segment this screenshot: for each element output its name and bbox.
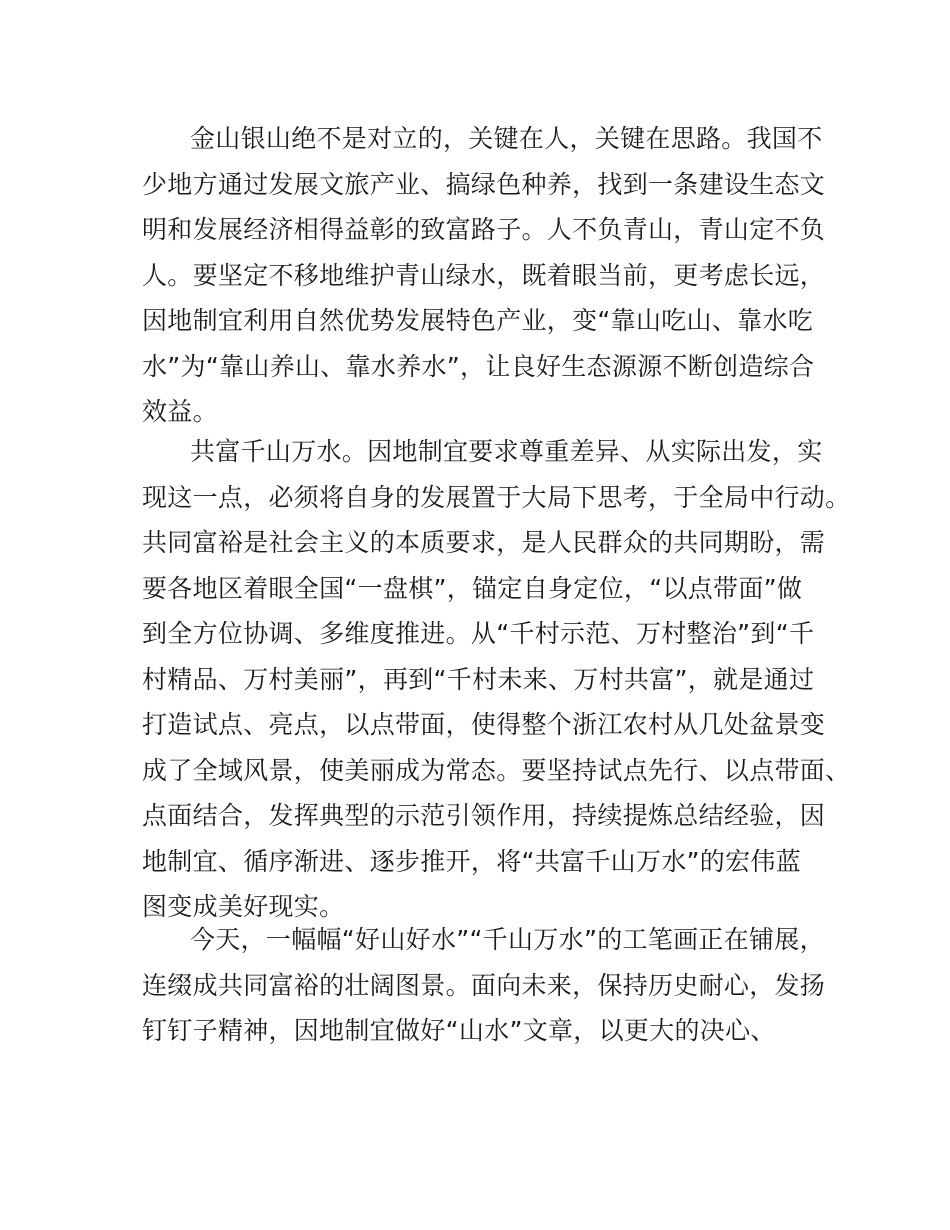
paragraph-line: 人。要坚定不移地维护青山绿水，既着眼当前，更考虑长远， [142,260,826,290]
paragraph-line: 金山银山绝不是对立的，关键在人，关键在思路。我国不 [190,124,823,153]
paragraph-line: 钉钉子精神，因地制宜做好“山水”文章，以更大的决心、 [142,1016,776,1045]
paragraph-line: 共富千山万水。因地制宜要求尊重差异、从实际出发，实 [190,437,823,466]
paragraph-line: 成了全域风景，使美丽成为常态。要坚持试点先行、以点带面、 [142,755,851,785]
paragraph-line: 点面结合，发挥典型的示范引领作用，持续提炼总结经验，因 [142,801,826,830]
paragraph-line: 因地制宜利用自然优势发展特色产业，变“靠山吃山、靠水吃 [142,306,814,335]
paragraph-line: 地制宜、循序渐进、逐步推开，将“共富千山万水”的宏伟蓝 [142,846,802,876]
paragraph-line: 共同富裕是社会主义的本质要求，是人民群众的共同期盼，需 [142,528,826,557]
paragraph-line: 村精品、万村美丽”，再到“千村未来、万村共富”，就是通过 [142,664,815,694]
paragraph-line: 打造试点、亮点，以点带面，使得整个浙江农村从几处盆景变 [142,710,826,739]
paragraph-line: 水”为“靠山养山、靠水养水”，让良好生态源源不断创造综合 [142,351,815,381]
paragraph-line: 图变成美好现实。 [142,892,345,921]
paragraph-line: 明和发展经济相得益彰的致富路子。人不负青山，青山定不负 [142,215,826,244]
paragraph-line: 少地方通过发展文旅产业、搞绿色种养，找到一条建设生态文 [142,169,826,199]
paragraph-line: 要各地区着眼全国“一盘棋”，锚定自身定位，“以点带面”做 [142,573,803,603]
paragraph-line: 现这一点，必须将自身的发展置于大局下思考，于全局中行动。 [142,482,851,512]
paragraph-line: 连缀成共同富裕的壮阔图景。面向未来，保持历史耐心，发扬 [142,970,826,1000]
paragraph-2 [142,429,851,930]
paragraph-line: 到全方位协调、多维度推进。从“千村示范、万村整治”到“千 [142,619,815,648]
paragraph-1 [142,116,826,435]
paragraph-3 [142,917,826,1054]
paragraph-line: 效益。 [142,397,218,426]
paragraph-line: 今天，一幅幅“好山好水”“千山万水”的工笔画正在铺展， [190,925,825,954]
